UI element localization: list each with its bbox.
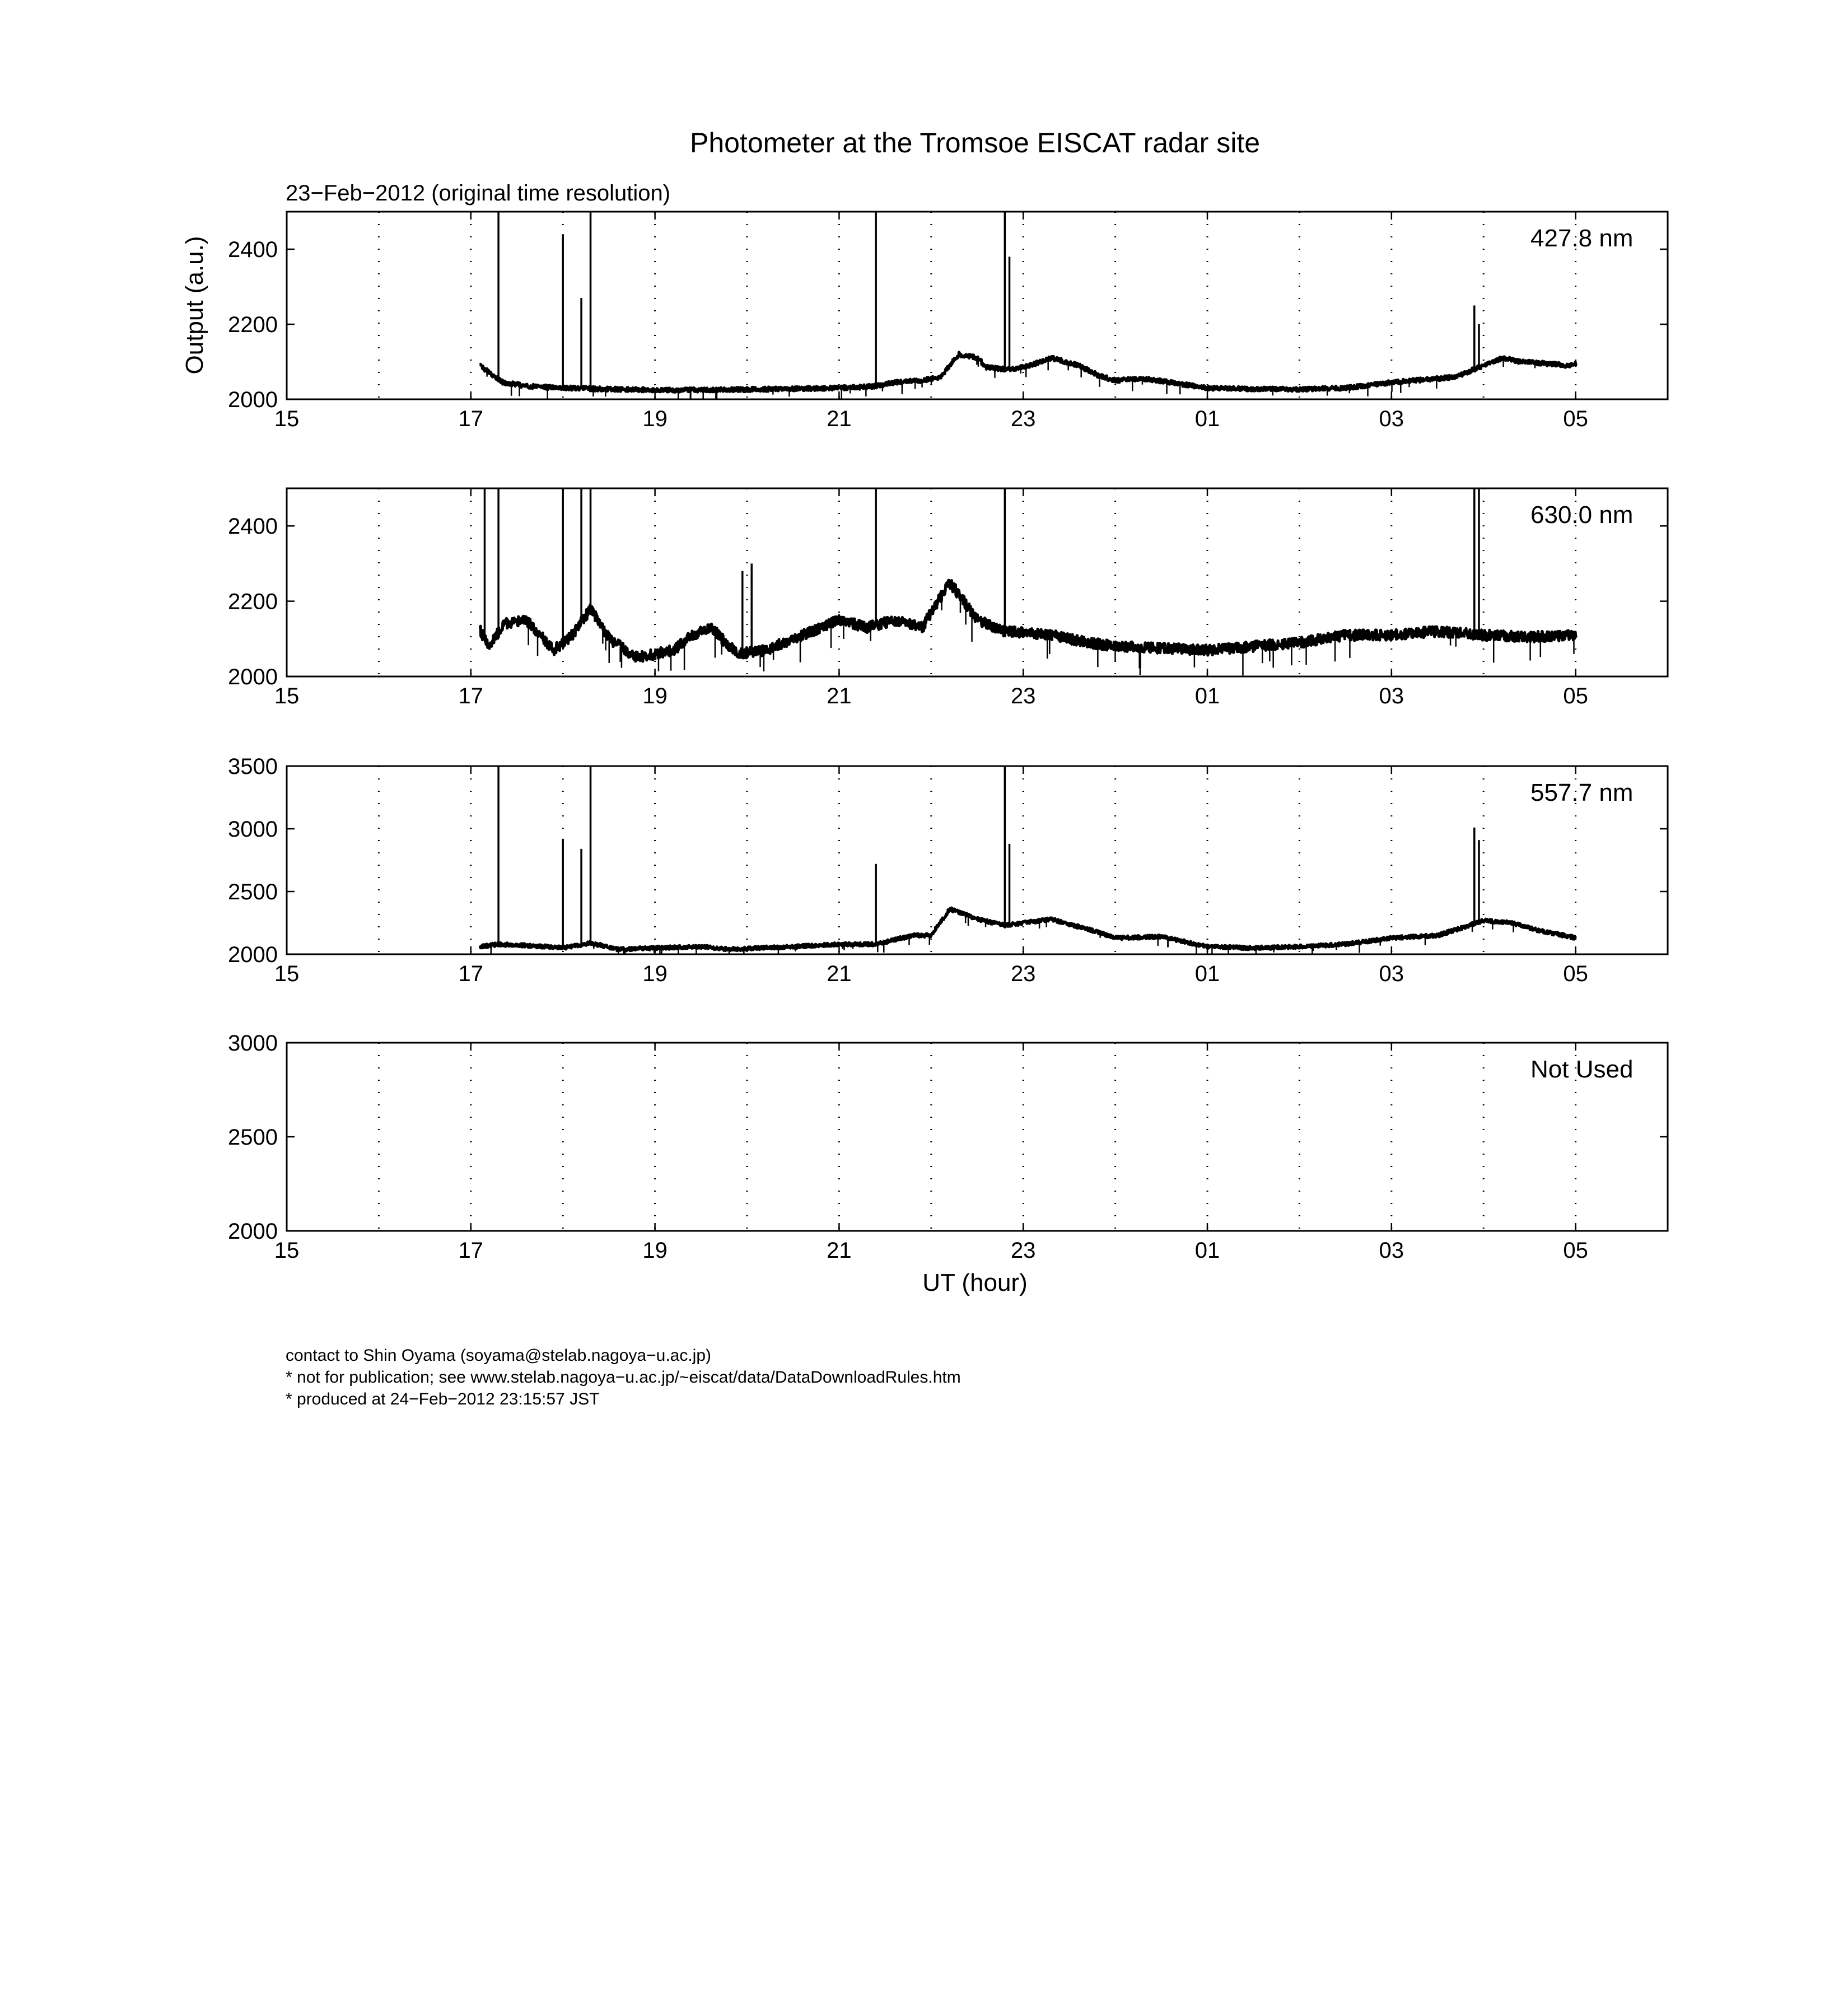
x-tick-label: 19	[642, 1238, 668, 1263]
figure-subtitle: 23−Feb−2012 (original time resolution)	[286, 181, 671, 206]
series-line-630-0-nm	[480, 580, 1576, 661]
x-tick-label: 17	[458, 684, 484, 708]
x-tick-label: 23	[1010, 407, 1036, 431]
y-axis-label: Output (a.u.)	[181, 236, 208, 375]
y-tick-label: 2000	[228, 388, 278, 412]
axes-box	[287, 212, 1668, 399]
y-tick-label: 2500	[228, 1125, 278, 1150]
series-label: Not Used	[1530, 1056, 1634, 1083]
y-tick-label: 2000	[228, 665, 278, 689]
footer-contact: contact to Shin Oyama (soyama@stelab.nagoya−u.ac.jp)	[286, 1346, 712, 1365]
x-tick-label: 01	[1194, 962, 1220, 986]
y-tick-label: 2200	[228, 312, 278, 337]
x-tick-label: 19	[642, 962, 668, 986]
y-tick-label: 3000	[228, 1031, 278, 1056]
x-tick-label: 19	[642, 684, 668, 708]
series-label: 427.8 nm	[1530, 225, 1634, 252]
y-tick-label: 2400	[228, 237, 278, 262]
panel-630-0nm	[228, 488, 1668, 708]
panel-557-7nm	[228, 754, 1668, 986]
x-tick-label: 21	[827, 407, 852, 431]
y-tick-label: 2000	[228, 1219, 278, 1244]
x-tick-label: 23	[1010, 684, 1036, 708]
x-tick-label: 01	[1194, 1238, 1220, 1263]
panel-427-8nm	[228, 212, 1668, 431]
x-tick-label: 05	[1563, 1238, 1588, 1263]
series-line-557-7-nm	[480, 908, 1576, 951]
x-tick-label: 01	[1194, 407, 1220, 431]
axes-box	[287, 488, 1668, 676]
x-tick-label: 15	[274, 1238, 300, 1263]
x-tick-label: 03	[1379, 1238, 1404, 1263]
x-tick-label: 05	[1563, 684, 1588, 708]
x-tick-label: 01	[1194, 684, 1220, 708]
y-tick-label: 2500	[228, 880, 278, 904]
axes-box	[287, 1043, 1668, 1231]
footer-rules: * not for publication; see www.stelab.nagoya−u.ac.jp/~eiscat/data/DataDownloadRules.htm	[286, 1368, 961, 1387]
x-tick-label: 05	[1563, 962, 1588, 986]
series-label: 630.0 nm	[1530, 501, 1634, 529]
series-line-427-8-nm	[480, 352, 1576, 392]
x-tick-label: 21	[827, 962, 852, 986]
panel-not-used	[228, 1031, 1668, 1263]
x-tick-label: 03	[1379, 684, 1404, 708]
y-tick-label: 2400	[228, 514, 278, 539]
y-tick-label: 2200	[228, 589, 278, 614]
figure-title: Photometer at the Tromsoe EISCAT radar site	[689, 127, 1261, 158]
y-tick-label: 3000	[228, 817, 278, 842]
y-tick-label: 2000	[228, 942, 278, 967]
y-tick-label: 3500	[228, 754, 278, 779]
footer-produced: * produced at 24−Feb−2012 23:15:57 JST	[286, 1390, 600, 1408]
x-tick-label: 15	[274, 407, 300, 431]
x-tick-label: 15	[274, 684, 300, 708]
series-label: 557.7 nm	[1530, 779, 1634, 806]
x-tick-label: 23	[1010, 1238, 1036, 1263]
x-tick-label: 03	[1379, 407, 1404, 431]
x-tick-label: 23	[1010, 962, 1036, 986]
x-tick-label: 21	[827, 1238, 852, 1263]
x-tick-label: 17	[458, 1238, 484, 1263]
x-axis-label: UT (hour)	[922, 1269, 1028, 1296]
x-tick-label: 05	[1563, 407, 1588, 431]
x-tick-label: 15	[274, 962, 300, 986]
x-tick-label: 17	[458, 407, 484, 431]
x-tick-label: 19	[642, 407, 668, 431]
x-tick-label: 17	[458, 962, 484, 986]
x-tick-label: 21	[827, 684, 852, 708]
x-tick-label: 03	[1379, 962, 1404, 986]
